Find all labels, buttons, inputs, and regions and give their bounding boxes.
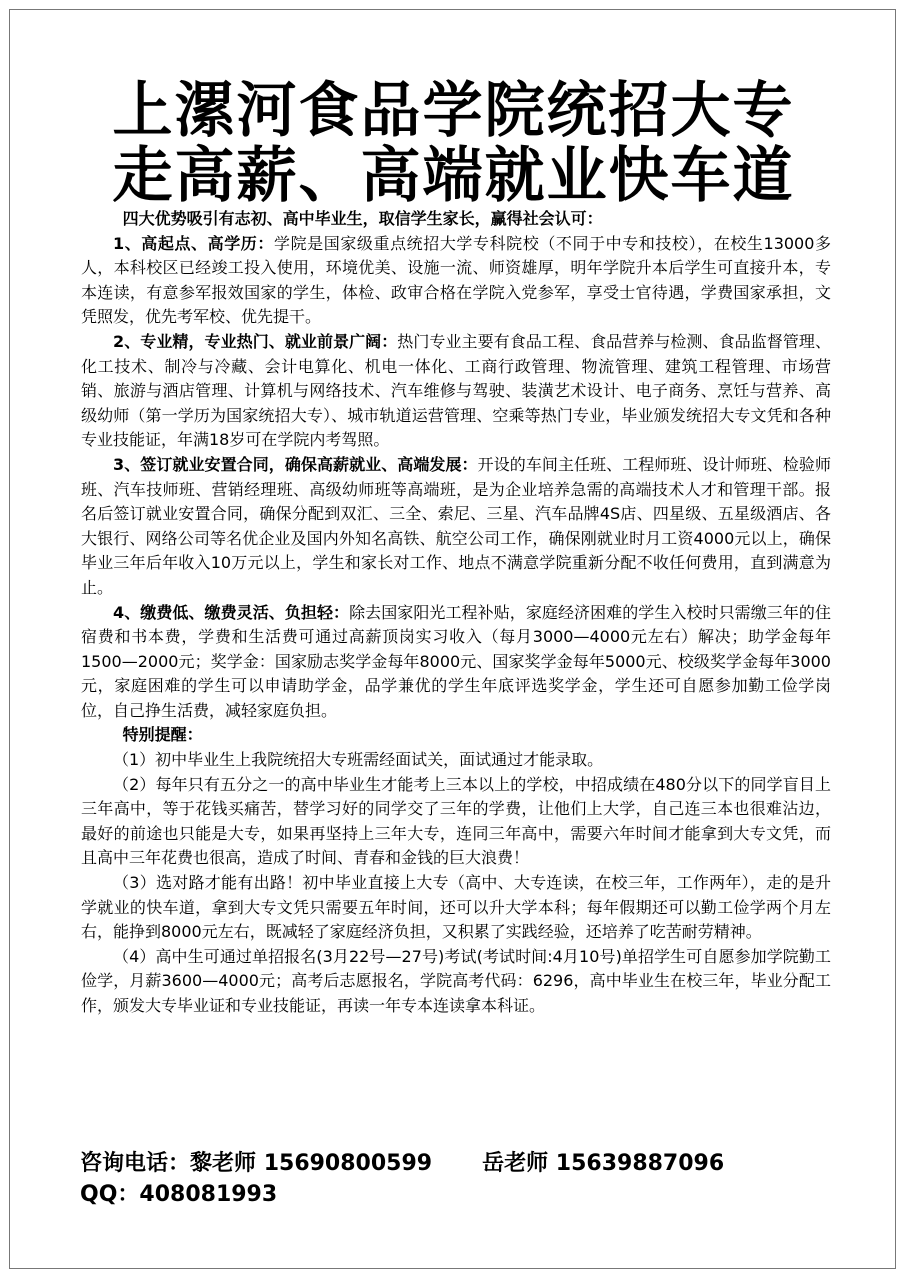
qq-number: 408081993 [139,1182,278,1207]
notice-item-4: （4）高中生可通过单招报名(3月22号—27号)考试(考试时间:4月10号)单招学生可自愿参加学院勤工俭学，月薪3600—4000元；高考后志愿报名，学院高考代码：6296，高中毕业生在校三年，毕业分配工作，颁发大专毕业证和专业技能证，再读一年专本连读拿本科证。 [81,946,831,1015]
advantage-text: 开设的车间主任班、工程师班、设计师班、检验师班、汽车技师班、营销经理班、高级幼师班等高端班，是为企业培养急需的高端技术人才和管理干部。报名后签订就业安置合同，确保分配到双汇、三全、索尼、三星、汽车品牌4S店、四星级、五星级酒店、各大银行、网络公司等名优企业及国内外知名高铁、航空公司工作，确保刚就业时月工资4000元以上，确保毕业三年后年收入10万元以上，学生和家长对工作、地点不满意学院重新分配不收任何费用，直到满意为止。 [81,454,831,597]
advantage-text: 学院是国家级重点统招大学专科院校（不同于中专和技校），在校生13000多人，本科校区已经竣工投入使用，环境优美、设施一流、师资雄厚，明年学院升本后学生可直接升本，专本连读，有意参军报效国家的学生，体检、政审合格在学院入党参军，享受士官待遇，学费国家承担，文凭照发，优先考军校、优先提干。 [81,233,831,327]
teacher-1-phone: 15690800599 [263,1151,433,1176]
notice-heading: 特别提醒： [122,725,203,745]
teacher-2-name: 岳老师 [482,1151,549,1176]
advantage-heading: 3、签订就业安置合同，确保高薪就业、高端发展： [113,454,478,474]
advantage-3 [81,453,831,601]
document-body [81,207,831,1019]
advantage-4 [81,601,831,724]
advantage-text: 热门专业主要有食品工程、食品营养与检测、食品监督管理、化工技术、制冷与冷藏、会计电算化、机电一体化、工商行政管理、物流管理、建筑工程管理、市场营销、旅游与酒店管理、计算机与网络技术、汽车维修与驾驶、装潢艺术设计、电子商务、烹饪与营养、高级幼师（第一学历为国家统招大专）、城市轨道运营管理、空乘等热门专业，毕业颁发统招大专文凭和各种专业技能证，年满18岁可在学院内考驾照。 [81,331,831,450]
qq-label: QQ： [80,1182,140,1207]
notice-item-3: （3）选对路才能有出路！初中毕业直接上大专（高中、大专连读，在校三年，工作两年），走的是升学就业的快车道，拿到大专文凭只需要五年时间，还可以升大学本科；每年假期还可以勤工俭学两个月左右，能挣到8000元左右，既减轻了家庭经济负担，又积累了实践经验，还培养了吃苦耐劳精神。 [81,873,831,942]
teacher-1-name: 黎老师 [190,1151,257,1176]
phone-label: 咨询电话： [80,1151,191,1176]
notice-item-1: （1）初中毕业生上我院统招大专班需经面试关，面试通过才能录取。 [113,750,604,770]
teacher-2-phone: 15639887096 [555,1151,725,1176]
contact-phone-line [80,1150,830,1178]
advantage-1 [81,232,831,330]
advantage-heading: 1、高起点、高学历： [113,233,274,253]
notice-item-2: （2）每年只有五分之一的高中毕业生才能考上三本以上的学校，中招成绩在480分以下的同学盲目上三年高中，等于花钱买痛苦，替学习好的同学交了三年的学费，让他们上大学，自己连三本也很难沾边，最好的前途也只能是大专，如果再坚持上三年大专，连同三年高中，需要六年时间才能拿到大专文凭，而且高中三年花费也很高，造成了时间、青春和金钱的巨大浪费！ [81,774,831,868]
advantage-heading: 4、缴费低、缴费灵活、负担轻： [113,602,350,622]
intro-text: 四大优势吸引有志初、高中毕业生，取信学生家长，赢得社会认可： [122,209,603,228]
title-line-2: 走高薪、高端就业快车道 [112,141,795,211]
advantage-2 [81,330,831,453]
advantage-text: 除去国家阳光工程补贴，家庭经济困难的学生入校时只需缴三年的住宿费和书本费，学费和生活费可通过高薪顶岗实习收入（每月3000—4000元左右）解决；助学金每年1500—2000元；奖学金：国家励志奖学金每年8000元、国家奖学金每年5000元、校级奖学金每年3000元，家庭困难的学生可以申请助学金，品学兼优的学生年底评选奖学金，学生还可自愿参加勤工俭学岗位，自己挣生活费，减轻家庭负担。 [81,602,831,720]
advantage-heading: 2、专业精，专业热门、就业前景广阔： [113,331,398,351]
contact-qq-line [80,1181,277,1209]
title-line-1: 上漯河食品学院统招大专 [112,76,795,146]
